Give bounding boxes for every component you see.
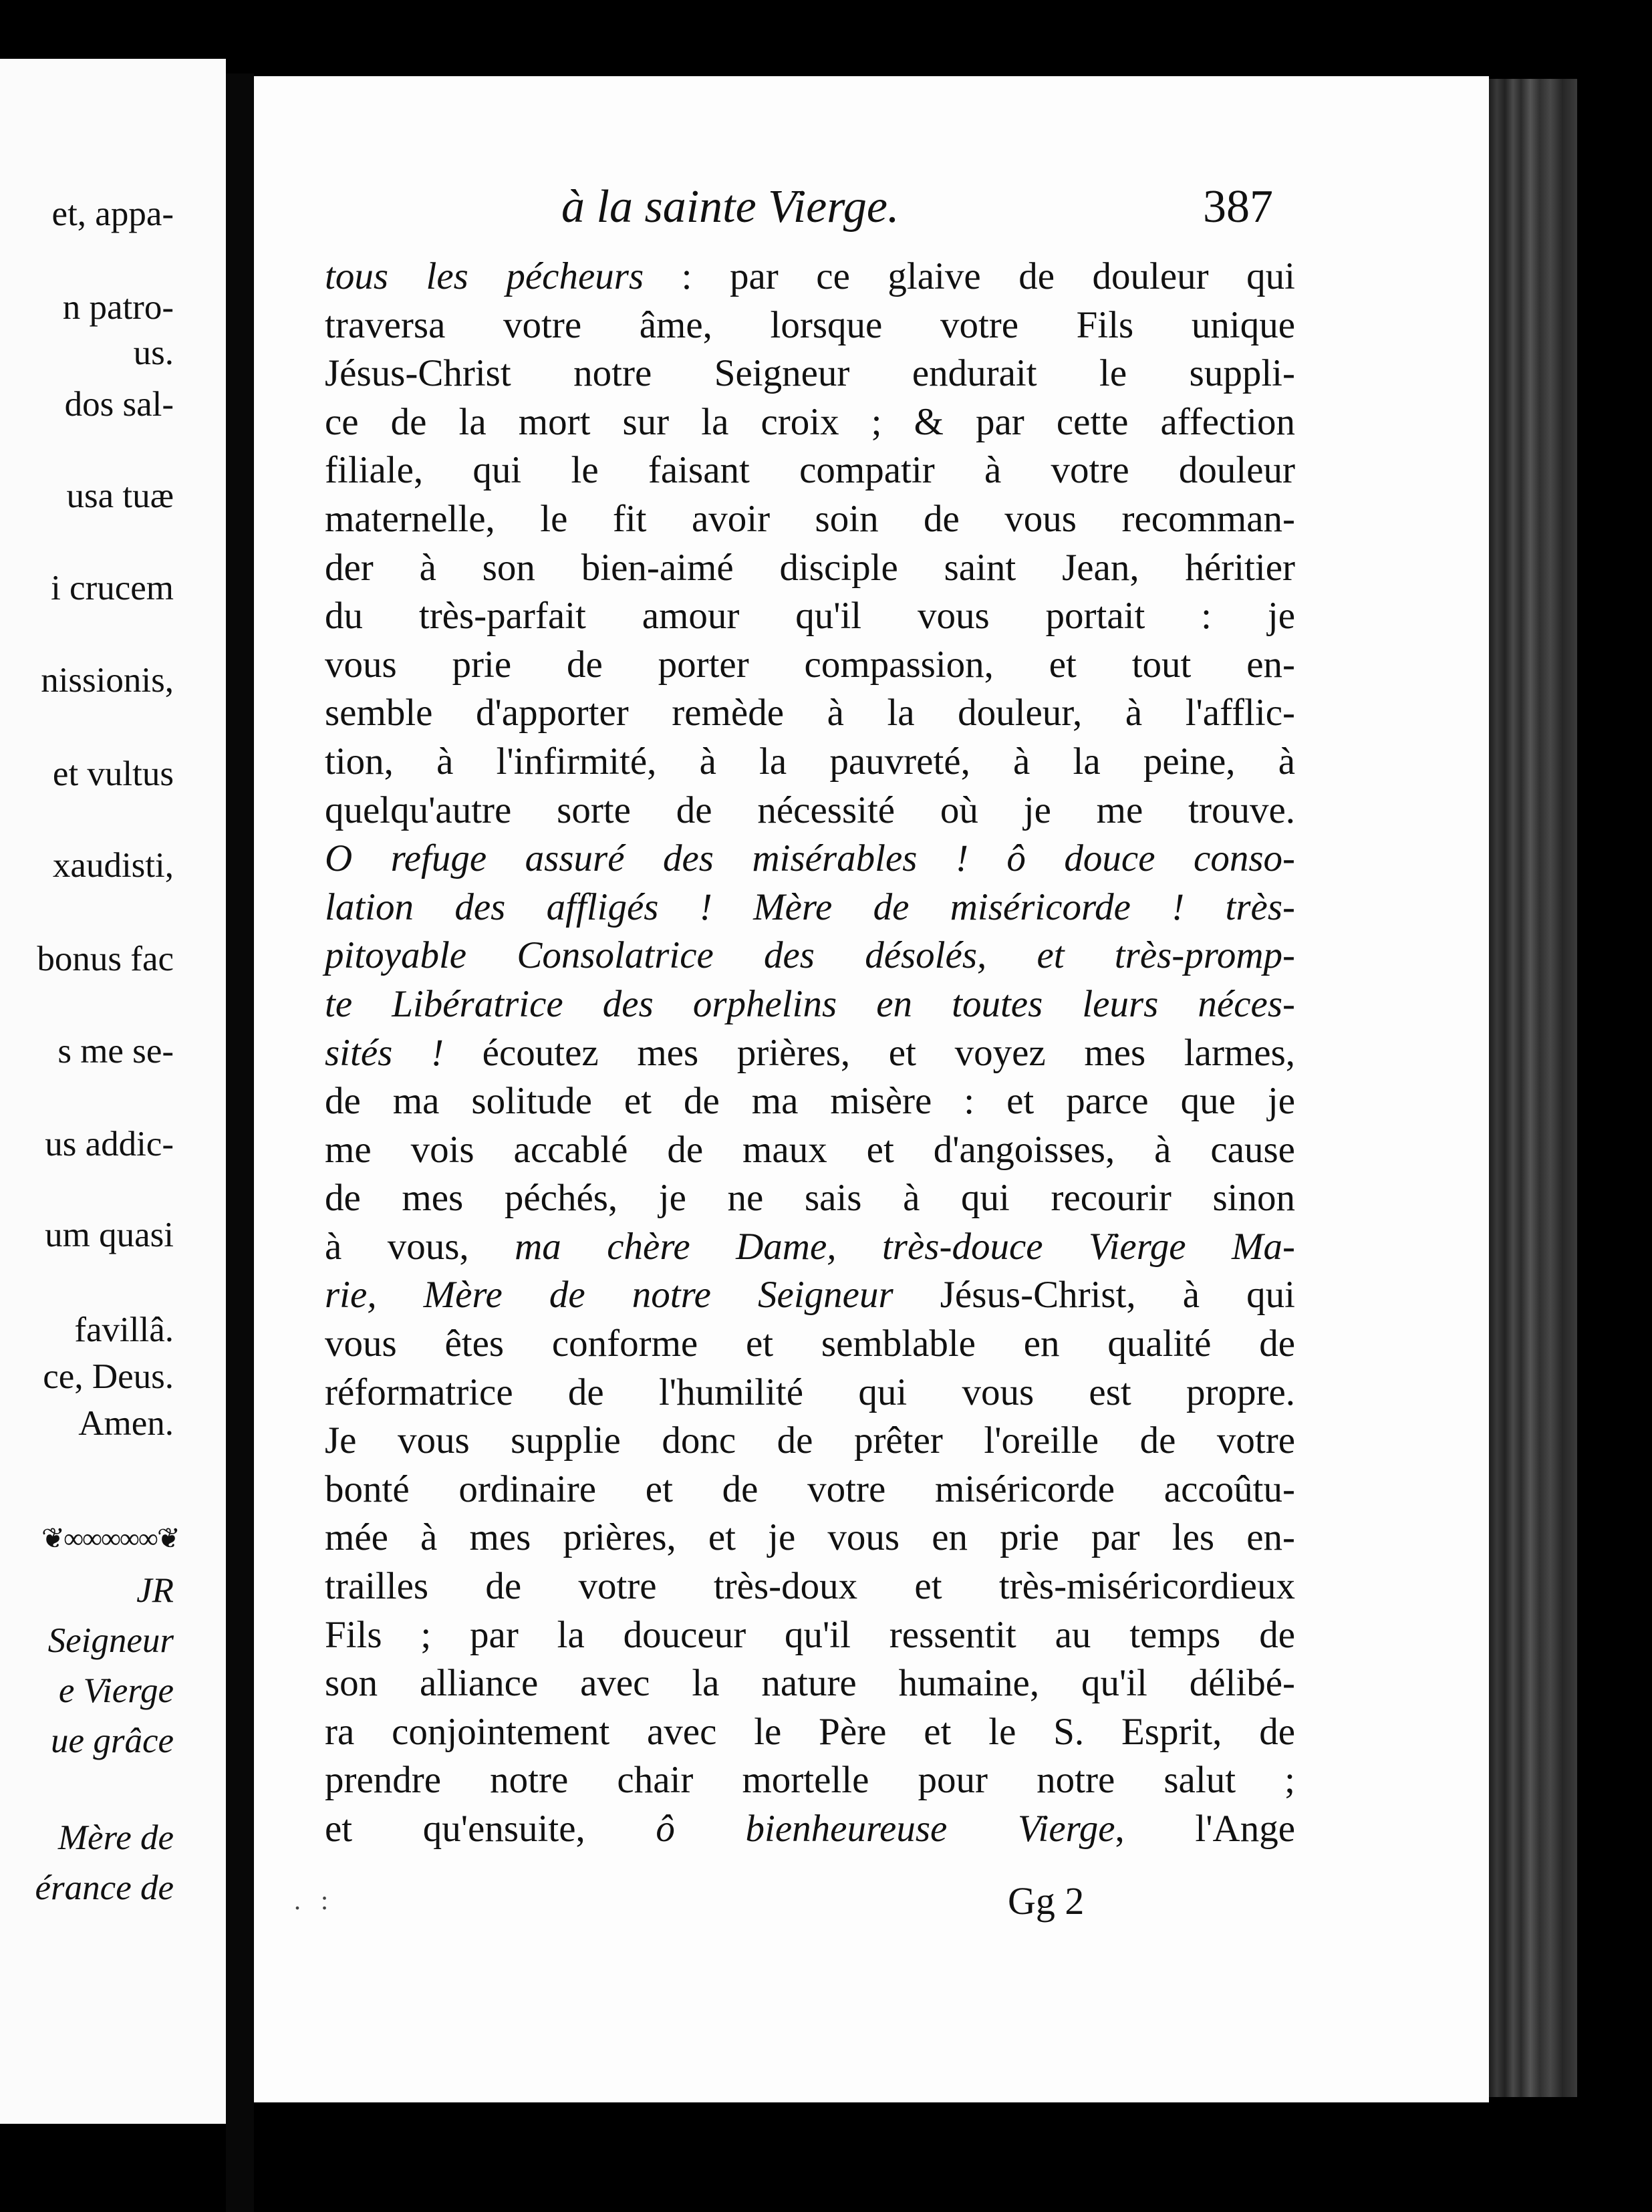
text-line-content xyxy=(325,547,1295,589)
margin-specks: . : xyxy=(294,1885,329,1915)
roman-run: trailles de votre très-doux et très-miséricordieux xyxy=(325,1565,1295,1608)
left-page-line: nissionis, xyxy=(41,661,174,700)
body-text xyxy=(325,253,1295,1854)
text-line-content xyxy=(325,449,1295,491)
italic-run: pitoyable Consolatrice des désolés, et très-promp- xyxy=(325,934,1295,977)
left-page-line: e Vierge xyxy=(58,1671,174,1710)
roman-run: du très-parfait amour qu'il vous portait : je xyxy=(325,595,1295,638)
roman-run: vous prie de porter compassion, et tout en- xyxy=(325,643,1295,686)
left-page-line: xaudisti, xyxy=(52,846,174,885)
text-line-content xyxy=(325,401,1295,443)
left-page-line: us addic- xyxy=(45,1125,174,1163)
italic-run: tous les pécheurs xyxy=(325,255,644,297)
left-page-line: dos sal- xyxy=(64,385,174,424)
text-line xyxy=(325,301,1295,350)
book-binding-gutter xyxy=(226,74,254,2212)
text-line-content xyxy=(325,1419,1295,1462)
roman-run: Jésus-Christ notre Seigneur endurait le suppli- xyxy=(325,352,1295,395)
text-line xyxy=(325,1320,1295,1369)
text-line xyxy=(325,495,1295,544)
text-line-content xyxy=(325,740,1295,783)
text-line xyxy=(325,1708,1295,1757)
left-page-line: us. xyxy=(133,333,174,372)
text-line xyxy=(325,1369,1295,1417)
text-line xyxy=(325,980,1295,1029)
roman-run: filiale, qui le faisant compatir à votre douleur xyxy=(325,449,1295,492)
text-line xyxy=(325,446,1295,495)
roman-run: , l'Ange xyxy=(1115,1808,1296,1850)
text-line-content xyxy=(325,1565,1295,1607)
facing-page-left xyxy=(0,59,226,2124)
text-line xyxy=(325,883,1295,932)
roman-run: Fils ; par la douceur qu'il ressentit au temps de xyxy=(325,1613,1295,1656)
text-line xyxy=(325,1271,1295,1320)
text-line-content xyxy=(325,1032,1295,1074)
roman-run: et qu'ensuite, xyxy=(325,1808,656,1850)
text-line-content xyxy=(325,1468,1295,1510)
roman-run: son alliance avec la nature humaine, qu'il délibé- xyxy=(325,1662,1295,1705)
left-page-line: Seigneur xyxy=(47,1621,174,1660)
text-line-content xyxy=(325,1759,1295,1801)
text-line xyxy=(325,1126,1295,1175)
left-page-line: favillâ. xyxy=(74,1310,174,1349)
text-line-content xyxy=(325,983,1295,1025)
left-page-line: et vultus xyxy=(52,754,174,793)
text-line xyxy=(325,1466,1295,1514)
text-line xyxy=(325,398,1295,447)
text-line-content xyxy=(325,1614,1295,1656)
text-line xyxy=(325,1417,1295,1466)
left-page-line: Amen. xyxy=(78,1404,174,1443)
roman-run: tion, à l'infirmité, à la pauvreté, à la peine, à xyxy=(325,740,1295,783)
italic-run: lation des affligés ! Mère de miséricorde ! très- xyxy=(325,885,1295,928)
italic-run: O refuge assuré des misérables ! ô douce conso- xyxy=(325,837,1295,880)
left-page-line: bonus fac xyxy=(37,940,174,978)
roman-run: ce de la mort sur la croix ; & par cette affection xyxy=(325,400,1295,443)
left-page-line: et, appa- xyxy=(51,194,174,233)
text-line xyxy=(325,1514,1295,1562)
text-line xyxy=(325,1029,1295,1078)
text-line-content xyxy=(325,304,1295,346)
roman-run: maternelle, le fit avoir soin de vous recomman- xyxy=(325,497,1295,540)
text-line xyxy=(325,932,1295,980)
text-line xyxy=(325,1174,1295,1223)
page-number: 387 xyxy=(1203,181,1273,233)
text-line xyxy=(325,544,1295,593)
text-line-content xyxy=(325,595,1295,637)
text-line xyxy=(325,1077,1295,1126)
text-line xyxy=(325,689,1295,738)
left-page-line: s me se- xyxy=(57,1032,174,1071)
roman-run: bonté ordinaire et de votre miséricorde accoûtu- xyxy=(325,1468,1295,1510)
decorative-ornament-rule: ❦∞∞∞∞∞❦ xyxy=(41,1524,179,1554)
left-page-line: i crucem xyxy=(51,569,174,607)
text-line-content xyxy=(325,1516,1295,1558)
roman-run: me vois accablé de maux et d'angoisses, à cause xyxy=(325,1128,1295,1171)
roman-run: traversa votre âme, lorsque votre Fils unique xyxy=(325,303,1295,346)
italic-run: sités ! xyxy=(325,1031,444,1074)
text-line-content xyxy=(325,1080,1295,1122)
text-line-content xyxy=(325,1323,1295,1365)
roman-run: réformatrice de l'humilité qui vous est propre. xyxy=(325,1371,1295,1413)
text-line-content xyxy=(325,1177,1295,1219)
text-line-content xyxy=(325,1226,1295,1268)
left-page-line: JR xyxy=(136,1571,174,1610)
running-head xyxy=(561,180,1296,234)
text-line-content xyxy=(325,255,1295,297)
running-title: à la sainte Vierge. xyxy=(561,181,900,233)
italic-run: te Libératrice des orphelins en toutes leurs néces- xyxy=(325,982,1295,1025)
printer-signature: Gg 2 xyxy=(1008,1879,1085,1923)
roman-run: quelqu'autre sorte de nécessité où je me trouve. xyxy=(325,789,1295,831)
text-line-content xyxy=(325,837,1295,879)
text-line-content xyxy=(325,1662,1295,1704)
text-line xyxy=(325,1805,1295,1854)
page-edges xyxy=(1489,79,1577,2097)
text-line xyxy=(325,641,1295,690)
roman-run: mée à mes prières, et je vous en prie par les en- xyxy=(325,1516,1295,1559)
italic-run: rie, Mère de notre Seigneur xyxy=(325,1274,893,1317)
text-line xyxy=(325,738,1295,787)
text-line xyxy=(325,350,1295,398)
left-page-line: Mère de xyxy=(57,1818,174,1857)
text-line-content xyxy=(325,1711,1295,1753)
text-line-content xyxy=(325,692,1295,734)
roman-run: écoutez mes prières, et voyez mes larmes, xyxy=(443,1031,1295,1074)
left-page-line: um quasi xyxy=(45,1216,174,1254)
text-line xyxy=(325,1756,1295,1805)
text-line xyxy=(325,787,1295,835)
roman-run: Jésus-Christ, à qui xyxy=(893,1274,1295,1317)
roman-run: à vous, xyxy=(325,1225,515,1268)
left-page-line: ue grâce xyxy=(51,1721,174,1760)
text-line-content xyxy=(325,1274,1295,1316)
text-line-content xyxy=(325,1808,1295,1850)
text-line xyxy=(325,1611,1295,1660)
roman-run: Je vous supplie donc de prêter l'oreille de votre xyxy=(325,1419,1295,1462)
text-line xyxy=(325,835,1295,883)
left-page-line: n patro- xyxy=(62,288,174,327)
roman-run: de mes péchés, je ne sais à qui recourir sinon xyxy=(325,1177,1295,1220)
italic-run: ô bienheureuse Vierge xyxy=(656,1808,1115,1850)
text-line-content xyxy=(325,789,1295,831)
text-line-content xyxy=(325,644,1295,686)
roman-run: : par ce glaive de douleur qui xyxy=(644,255,1295,297)
text-line-content xyxy=(325,1129,1295,1171)
text-line xyxy=(325,1223,1295,1272)
roman-run: der à son bien-aimé disciple saint Jean, héritier xyxy=(325,546,1295,589)
left-page-line: usa tuæ xyxy=(66,476,174,515)
text-line-content xyxy=(325,498,1295,540)
roman-run: vous êtes conforme et semblable en qualité de xyxy=(325,1323,1295,1365)
text-line xyxy=(325,1659,1295,1708)
roman-run: de ma solitude et de ma misère : et parce que je xyxy=(325,1080,1295,1123)
text-line xyxy=(325,1562,1295,1611)
left-page-line: érance de xyxy=(35,1869,174,1907)
text-line-content xyxy=(325,934,1295,976)
text-line xyxy=(325,253,1295,301)
text-line xyxy=(325,592,1295,641)
text-line-content xyxy=(325,1371,1295,1413)
italic-run: ma chère Dame, très-douce Vierge Ma- xyxy=(515,1225,1295,1268)
left-page-line: ce, Deus. xyxy=(43,1357,174,1396)
roman-run: prendre notre chair mortelle pour notre salut ; xyxy=(325,1759,1295,1802)
text-line-content xyxy=(325,352,1295,394)
text-line-content xyxy=(325,886,1295,928)
roman-run: semble d'apporter remède à la douleur, à l'afflic- xyxy=(325,692,1295,734)
roman-run: ra conjointement avec le Père et le S. Esprit, de xyxy=(325,1710,1295,1753)
